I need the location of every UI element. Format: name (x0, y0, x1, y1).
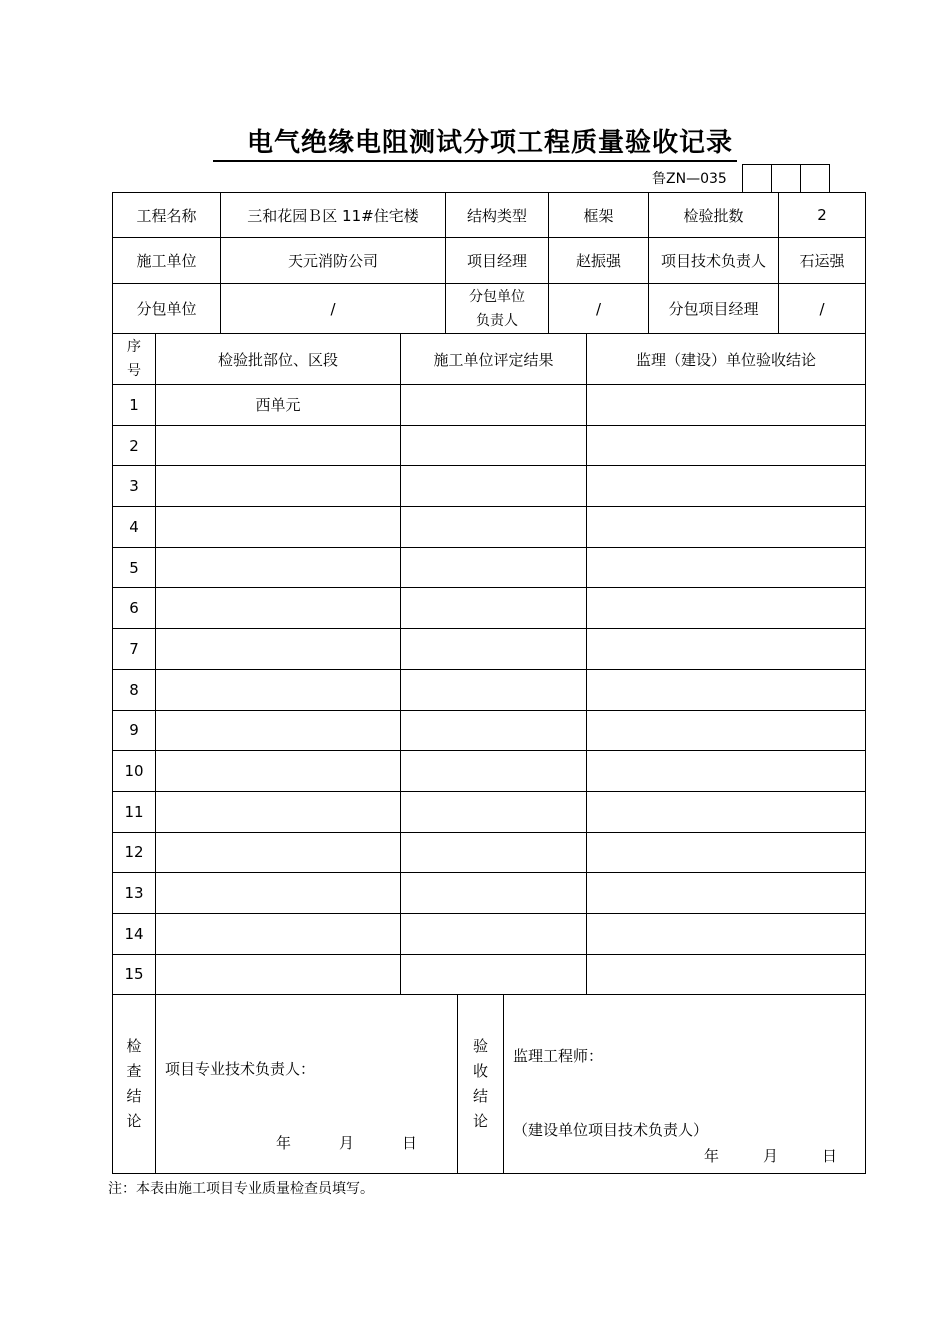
row-supervisor-result[interactable] (587, 913, 866, 954)
row-contractor-result[interactable] (401, 588, 587, 629)
row-supervisor-result[interactable] (587, 954, 866, 995)
batch-count-value[interactable]: 2 (779, 193, 866, 238)
row-number: 12 (113, 832, 156, 873)
check-person-label: 项目专业技术负责人： (165, 1060, 316, 1078)
contractor-label: 施工单位 (113, 238, 221, 284)
row-location[interactable] (156, 913, 401, 954)
row-supervisor-result[interactable] (587, 385, 866, 426)
row-contractor-result[interactable] (401, 547, 587, 588)
row-number: 3 (113, 466, 156, 507)
row-contractor-result[interactable] (401, 913, 587, 954)
number-box[interactable] (743, 165, 772, 192)
row-supervisor-result[interactable] (587, 873, 866, 914)
project-info-table (112, 192, 866, 334)
row-number: 11 (113, 791, 156, 832)
location-header: 检验批部位、区段 (156, 334, 401, 385)
sub-pm-label: 分包项目经理 (649, 284, 779, 334)
row-contractor-result[interactable] (401, 669, 587, 710)
row-number: 8 (113, 669, 156, 710)
row-supervisor-result[interactable] (587, 629, 866, 670)
number-box[interactable] (772, 165, 801, 192)
supervisor-result-header: 监理（建设）单位验收结论 (587, 334, 866, 385)
table-row (113, 466, 866, 507)
check-label-char: 结 (126, 1087, 142, 1105)
conclusion-table (112, 994, 866, 1174)
batch-count-label: 检验批数 (649, 193, 779, 238)
row-location[interactable] (156, 710, 401, 751)
row-supervisor-result[interactable] (587, 507, 866, 548)
check-label-char: 查 (126, 1062, 142, 1080)
sub-lead-label-line1: 分包单位 (469, 288, 525, 305)
check-label-char: 论 (126, 1112, 142, 1130)
row-number: 13 (113, 873, 156, 914)
accept-conclusion-label (458, 995, 504, 1174)
row-location[interactable] (156, 751, 401, 792)
row-number: 4 (113, 507, 156, 548)
accept-label-char: 收 (472, 1062, 488, 1080)
no-header-line1: 序 (127, 339, 141, 355)
sub-pm-value[interactable]: / (779, 284, 866, 334)
sub-lead-label (446, 284, 549, 334)
row-location[interactable] (156, 873, 401, 914)
row-number: 7 (113, 629, 156, 670)
table-row (113, 873, 866, 914)
row-contractor-result[interactable] (401, 629, 587, 670)
structure-label: 结构类型 (446, 193, 549, 238)
form-number-boxes (742, 164, 830, 192)
sub-value[interactable]: / (221, 284, 446, 334)
row-contractor-result[interactable] (401, 425, 587, 466)
check-conclusion-label (113, 995, 156, 1174)
table-row (113, 507, 866, 548)
form-code: 鲁ZN—035 (652, 171, 727, 187)
day-label: 日 (402, 1134, 418, 1152)
row-contractor-result[interactable] (401, 466, 587, 507)
form-title: 电气绝缘电阻测试分项工程质量验收记录 (0, 122, 950, 159)
sub-lead-value[interactable]: / (549, 284, 649, 334)
pm-value[interactable]: 赵振强 (549, 238, 649, 284)
row-location[interactable] (156, 588, 401, 629)
check-conclusion-cell[interactable] (156, 995, 458, 1174)
table-row (113, 629, 866, 670)
check-label-char: 检 (126, 1037, 142, 1055)
check-date (276, 1132, 417, 1153)
row-supervisor-result[interactable] (587, 588, 866, 629)
day-label: 日 (822, 1147, 838, 1165)
accept-label-char: 论 (472, 1112, 488, 1130)
row-supervisor-result[interactable] (587, 669, 866, 710)
month-label: 月 (763, 1147, 779, 1165)
row-contractor-result[interactable] (401, 791, 587, 832)
row-location[interactable] (156, 466, 401, 507)
table-row (113, 791, 866, 832)
row-contractor-result[interactable] (401, 751, 587, 792)
row-location[interactable] (156, 832, 401, 873)
row-supervisor-result[interactable] (587, 751, 866, 792)
row-supervisor-result[interactable] (587, 425, 866, 466)
form-code-row (652, 164, 743, 192)
table-row (113, 832, 866, 873)
sub-lead-label-line2: 负责人 (476, 312, 518, 329)
table-row (113, 669, 866, 710)
table-row (113, 547, 866, 588)
year-label: 年 (276, 1134, 292, 1152)
year-label: 年 (704, 1147, 720, 1165)
row-location[interactable] (156, 669, 401, 710)
contractor-result-header: 施工单位评定结果 (401, 334, 587, 385)
row-supervisor-result[interactable] (587, 466, 866, 507)
project-name-value[interactable]: 三和花园Ｂ区 11#住宅楼 (221, 193, 446, 238)
footnote: 注：本表由施工项目专业质量检查员填写。 (108, 1181, 374, 1197)
table-row (113, 588, 866, 629)
owner-lead-label: （建设单位项目技术负责人） (513, 1121, 709, 1139)
row-location[interactable] (156, 425, 401, 466)
tech-lead-value[interactable]: 石运强 (779, 238, 866, 284)
accept-label-char: 验 (472, 1037, 488, 1055)
table-row (113, 710, 866, 751)
project-name-label: 工程名称 (113, 193, 221, 238)
row-supervisor-result[interactable] (587, 791, 866, 832)
row-number: 9 (113, 710, 156, 751)
row-contractor-result[interactable] (401, 832, 587, 873)
row-location[interactable] (156, 954, 401, 995)
row-number: 15 (113, 954, 156, 995)
table-row (113, 913, 866, 954)
row-contractor-result[interactable] (401, 385, 587, 426)
row-supervisor-result[interactable] (587, 710, 866, 751)
row-location[interactable]: 西单元 (156, 385, 401, 426)
table-row (113, 425, 866, 466)
table-row (113, 751, 866, 792)
row-contractor-result[interactable] (401, 954, 587, 995)
row-location[interactable] (156, 629, 401, 670)
row-number: 6 (113, 588, 156, 629)
row-location[interactable] (156, 507, 401, 548)
accept-label-char: 结 (472, 1087, 488, 1105)
row-contractor-result[interactable] (401, 507, 587, 548)
row-number: 14 (113, 913, 156, 954)
inspection-items-table (112, 333, 866, 995)
no-header (113, 334, 156, 385)
table-row (113, 954, 866, 995)
row-number: 1 (113, 385, 156, 426)
month-label: 月 (339, 1134, 355, 1152)
contractor-value[interactable]: 天元消防公司 (221, 238, 446, 284)
row-supervisor-result[interactable] (587, 547, 866, 588)
sub-label: 分包单位 (113, 284, 221, 334)
row-number: 10 (113, 751, 156, 792)
engineer-label: 监理工程师： (513, 1047, 604, 1065)
row-contractor-result[interactable] (401, 873, 587, 914)
accept-conclusion-cell[interactable] (504, 995, 866, 1174)
row-location[interactable] (156, 547, 401, 588)
row-location[interactable] (156, 791, 401, 832)
tech-lead-label: 项目技术负责人 (649, 238, 779, 284)
row-supervisor-result[interactable] (587, 832, 866, 873)
row-number: 2 (113, 425, 156, 466)
row-number: 5 (113, 547, 156, 588)
pm-label: 项目经理 (446, 238, 549, 284)
structure-value[interactable]: 框架 (549, 193, 649, 238)
no-header-line2: 号 (127, 363, 141, 379)
number-box[interactable] (801, 165, 829, 192)
table-row (113, 385, 866, 426)
accept-date (704, 1145, 837, 1166)
row-contractor-result[interactable] (401, 710, 587, 751)
